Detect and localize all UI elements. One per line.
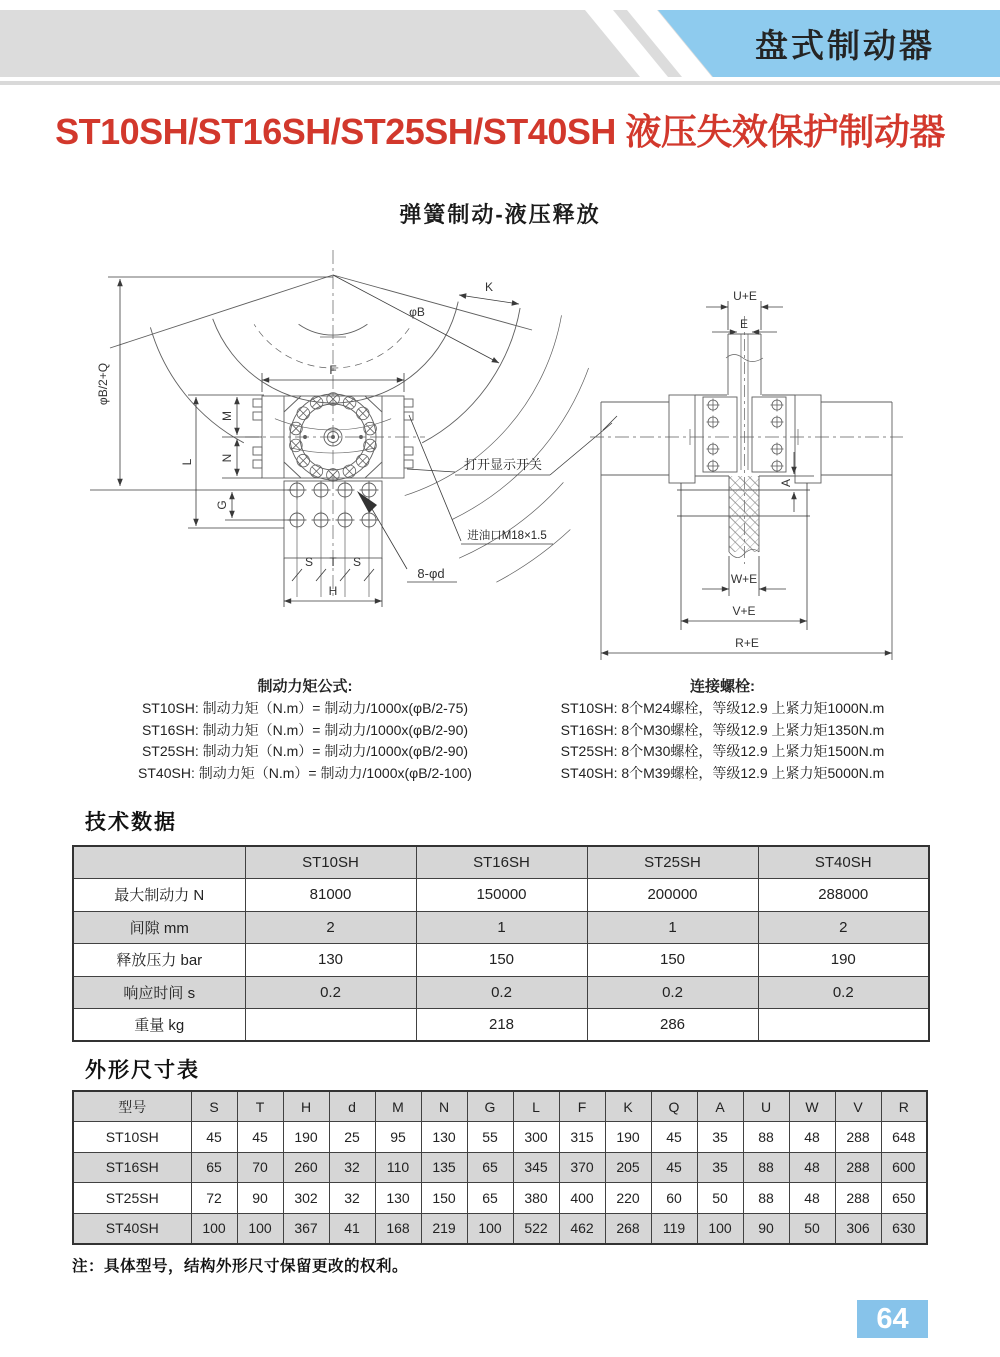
header-cell: G: [467, 1091, 513, 1122]
cell: [758, 1009, 929, 1042]
connection-bolt-line: ST40SH: 8个M39螺栓，等级12.9 上紧力矩5000N.m: [560, 764, 885, 781]
cell: 288: [835, 1152, 881, 1183]
header-cell: d: [329, 1091, 375, 1122]
header-cell: W: [789, 1091, 835, 1122]
cell: 288000: [758, 879, 929, 912]
dim-label-f: F: [329, 363, 337, 377]
cell: 462: [559, 1213, 605, 1244]
tech-data-heading: 技术数据: [85, 811, 177, 834]
model-cell: ST40SH: [73, 1213, 191, 1244]
cell: 88: [743, 1122, 789, 1153]
cell: 400: [559, 1183, 605, 1214]
cell: 345: [513, 1152, 559, 1183]
table-row: [73, 1183, 927, 1214]
cell: 60: [651, 1183, 697, 1214]
dim-label-m: M: [220, 411, 234, 421]
connection-bolt-line: ST25SH: 8个M30螺栓，等级12.9 上紧力矩1500N.m: [560, 743, 885, 760]
page-title: ST10SH/ST16SH/ST25SH/ST40SH 液压失效保护制动器: [55, 111, 945, 152]
cell: 0.2: [587, 976, 758, 1009]
cell: 55: [467, 1122, 513, 1153]
cell: 88: [743, 1183, 789, 1214]
dimension-table: [72, 1090, 928, 1245]
row-label: 响应时间 s: [73, 976, 245, 1009]
header-cell: 型号: [73, 1091, 191, 1122]
cell: 65: [467, 1183, 513, 1214]
cell: 25: [329, 1122, 375, 1153]
connection-bolt-line: ST10SH: 8个M24螺栓，等级12.9 上紧力矩1000N.m: [560, 700, 885, 716]
cell: 218: [416, 1009, 587, 1042]
table-row: [73, 944, 929, 977]
cell: 630: [881, 1213, 927, 1244]
switch-annotation: 打开显示开关: [463, 457, 543, 472]
cell: 1: [587, 911, 758, 944]
table-header-row: [73, 846, 929, 879]
cell: 45: [651, 1122, 697, 1153]
cell: 205: [605, 1152, 651, 1183]
cell: 110: [375, 1152, 421, 1183]
cell: 200000: [587, 879, 758, 912]
header-cell: H: [283, 1091, 329, 1122]
table-header-row: [73, 1091, 927, 1122]
cell: 150: [421, 1183, 467, 1214]
header-cell: T: [237, 1091, 283, 1122]
dim-label-h: H: [328, 584, 338, 598]
cell: 130: [245, 944, 416, 977]
header-cell: K: [605, 1091, 651, 1122]
header-cell: S: [191, 1091, 237, 1122]
cell: 65: [191, 1152, 237, 1183]
cell: 45: [237, 1122, 283, 1153]
cell: 648: [881, 1122, 927, 1153]
header-cell: ST10SH: [245, 846, 416, 879]
header-cell: ST25SH: [587, 846, 758, 879]
drawing-labels: [96, 280, 793, 650]
row-label: 重量 kg: [73, 1009, 245, 1042]
cell: 119: [651, 1213, 697, 1244]
row-label: 最大制动力 N: [73, 879, 245, 912]
cell: 72: [191, 1183, 237, 1214]
cell: 35: [697, 1152, 743, 1183]
cell: 100: [697, 1213, 743, 1244]
cell: 650: [881, 1183, 927, 1214]
tech-data-table: [72, 845, 930, 1042]
cell: 220: [605, 1183, 651, 1214]
cell: 286: [587, 1009, 758, 1042]
cell: 315: [559, 1122, 605, 1153]
cell: [245, 1009, 416, 1042]
cell: 600: [881, 1152, 927, 1183]
cell: 81000: [245, 879, 416, 912]
model-cell: ST16SH: [73, 1152, 191, 1183]
cell: 0.2: [416, 976, 587, 1009]
cell: 48: [789, 1152, 835, 1183]
drawing-caption: 弹簧制动-液压释放: [399, 202, 601, 227]
cell: 90: [237, 1183, 283, 1214]
cell: 100: [467, 1213, 513, 1244]
dim-label-k: K: [484, 280, 494, 294]
dim-label-e: E: [739, 317, 749, 331]
cell: 100: [191, 1213, 237, 1244]
cell: 302: [283, 1183, 329, 1214]
header-cell: Q: [651, 1091, 697, 1122]
row-label: 间隙 mm: [73, 911, 245, 944]
table-row: [73, 1122, 927, 1153]
torque-formula-block: [90, 676, 520, 784]
table-row: [73, 911, 929, 944]
header-cell: ST16SH: [416, 846, 587, 879]
cell: 268: [605, 1213, 651, 1244]
dim-label-phib: φB: [409, 305, 425, 319]
table-row: [73, 976, 929, 1009]
cell: 65: [467, 1152, 513, 1183]
cell: 35: [697, 1122, 743, 1153]
cell: 288: [835, 1183, 881, 1214]
dim-label-phib2q: φB/2+Q: [96, 362, 110, 406]
category-title: 盘式制动器: [755, 27, 935, 64]
cell: 150: [587, 944, 758, 977]
torque-formula-line: ST40SH: 制动力矩（N.m）= 制动力/1000x(φB/2-100): [138, 764, 472, 781]
table-row: [73, 879, 929, 912]
cell: 219: [421, 1213, 467, 1244]
connection-bolt-line: ST16SH: 8个M30螺栓，等级12.9 上紧力矩1350N.m: [560, 721, 885, 738]
cell: 50: [789, 1213, 835, 1244]
cell: 150000: [416, 879, 587, 912]
header-cell: V: [835, 1091, 881, 1122]
bolt-pattern-label: 8-φd: [417, 566, 445, 581]
header-cell: F: [559, 1091, 605, 1122]
header-cell: ST40SH: [758, 846, 929, 879]
oil-inlet-annotation: 进油口M18×1.5: [467, 530, 547, 542]
header-cell: U: [743, 1091, 789, 1122]
cell: 90: [743, 1213, 789, 1244]
dim-label-g: G: [215, 500, 229, 510]
cell: 48: [789, 1122, 835, 1153]
cell: 48: [789, 1183, 835, 1214]
cell: 32: [329, 1183, 375, 1214]
dim-label-ve: V+E: [732, 604, 756, 618]
table-row: [73, 1009, 929, 1042]
header-cell: R: [881, 1091, 927, 1122]
cell: 100: [237, 1213, 283, 1244]
model-cell: ST10SH: [73, 1122, 191, 1153]
cell: 168: [375, 1213, 421, 1244]
dim-label-s1: S: [304, 555, 314, 569]
dim-label-l: L: [180, 458, 194, 466]
cell: 0.2: [758, 976, 929, 1009]
header-cell: M: [375, 1091, 421, 1122]
header-cell: L: [513, 1091, 559, 1122]
cell: 95: [375, 1122, 421, 1153]
header-cell: [73, 846, 245, 879]
page-number-badge: 64: [857, 1300, 928, 1338]
cell: 190: [605, 1122, 651, 1153]
cell: 306: [835, 1213, 881, 1244]
connection-bolt-title: 连接螺栓:: [690, 678, 755, 695]
row-label: 释放压力 bar: [73, 944, 245, 977]
dim-label-n: N: [220, 453, 234, 463]
cell: 88: [743, 1152, 789, 1183]
cell: 45: [191, 1122, 237, 1153]
cell: 190: [283, 1122, 329, 1153]
torque-formula-title: 制动力矩公式:: [257, 678, 353, 695]
cell: 130: [421, 1122, 467, 1153]
cell: 50: [697, 1183, 743, 1214]
dim-label-re: R+E: [735, 636, 759, 650]
torque-formula-line: ST16SH: 制动力矩（N.m）= 制动力/1000x(φB/2-90): [141, 721, 469, 738]
connection-bolt-block: [510, 676, 935, 784]
cell: 41: [329, 1213, 375, 1244]
dim-label-ue: U+E: [733, 289, 757, 303]
cell: 135: [421, 1152, 467, 1183]
cell: 260: [283, 1152, 329, 1183]
cell: 1: [416, 911, 587, 944]
cell: 0.2: [245, 976, 416, 1009]
dim-label-a: A: [779, 478, 793, 488]
cell: 70: [237, 1152, 283, 1183]
table-row: [73, 1152, 927, 1183]
cell: 367: [283, 1213, 329, 1244]
cell: 190: [758, 944, 929, 977]
header-cell: A: [697, 1091, 743, 1122]
table-row: [73, 1213, 927, 1244]
torque-formula-line: ST10SH: 制动力矩（N.m）= 制动力/1000x(φB/2-75): [141, 700, 469, 716]
footnote: 注：具体型号，结构外形尺寸保留更改的权利。: [72, 1258, 409, 1275]
cell: 522: [513, 1213, 559, 1244]
cell: 2: [245, 911, 416, 944]
cell: 2: [758, 911, 929, 944]
cell: 370: [559, 1152, 605, 1183]
cell: 300: [513, 1122, 559, 1153]
cell: 32: [329, 1152, 375, 1183]
dimension-table-heading: 外形尺寸表: [85, 1059, 200, 1082]
dim-label-s2: S: [352, 555, 362, 569]
torque-formula-line: ST25SH: 制动力矩（N.m）= 制动力/1000x(φB/2-90): [141, 743, 469, 760]
cell: 150: [416, 944, 587, 977]
header-cell: N: [421, 1091, 467, 1122]
model-cell: ST25SH: [73, 1183, 191, 1214]
cell: 130: [375, 1183, 421, 1214]
cell: 288: [835, 1122, 881, 1153]
cell: 45: [651, 1152, 697, 1183]
left-view: [110, 250, 589, 600]
dim-label-t: T: [329, 555, 337, 569]
dim-label-we: W+E: [730, 572, 758, 586]
cell: 380: [513, 1183, 559, 1214]
